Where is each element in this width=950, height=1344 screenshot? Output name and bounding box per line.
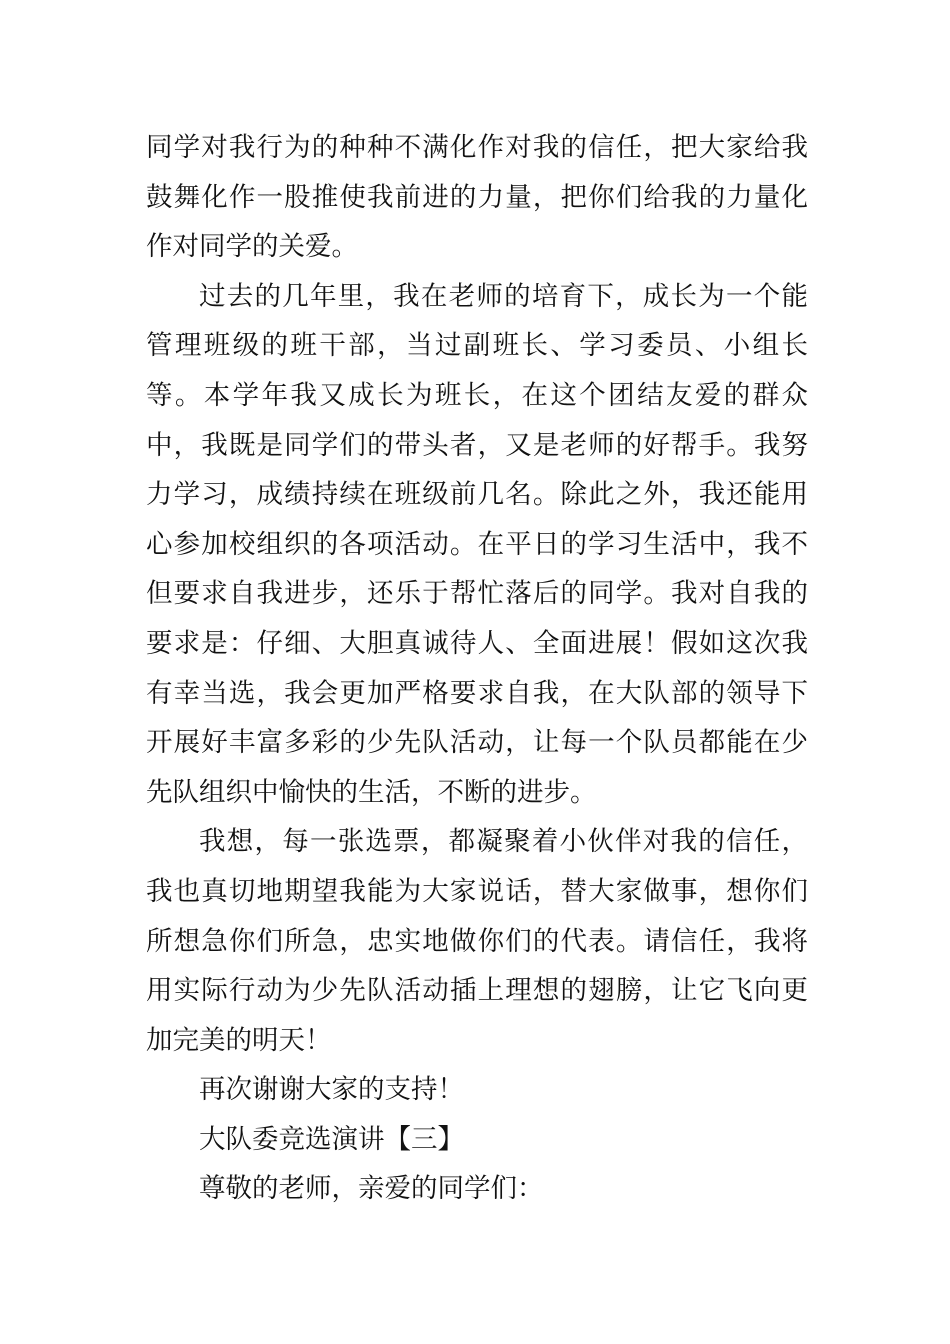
paragraph-continuation: 同学对我行为的种种不满化作对我的信任，把大家给我鼓舞化作一股推使我前进的力量，把你们给我的力量化作对同学的关爱。 <box>146 132 808 263</box>
salutation: 尊敬的老师，亲爱的同学们： <box>199 1173 544 1205</box>
paragraph-thanks: 再次谢谢大家的支持！ <box>199 1074 464 1106</box>
document-body <box>146 123 808 1214</box>
paragraph-experience: 过去的几年里，我在老师的培育下，成长为一个能管理班级的班干部，当过副班长、学习委员、小组长等。本学年我又成长为班长，在这个团结友爱的群众中，我既是同学们的带头者，又是老师的好帮手。我努力学习，成绩持续在班级前几名。除此之外，我还能用心参加校组织的各项活动。在平日的学习生活中，我不但要求自我进步，还乐于帮忙落后的同学。我对自我的要求是：仔细、大胆真诚待人、全面进展！假如这次我有幸当选，我会更加严格要求自我，在大队部的领导下开展好丰富多彩的少先队活动，让每一个队员都能在少先队组织中愉快的生活，不断的进步。 <box>146 280 808 808</box>
section-heading: 大队委竞选演讲【三】 <box>199 1123 464 1155</box>
paragraph-commitment: 我想，每一张选票，都凝聚着小伙伴对我的信任，我也真切地期望我能为大家说话，替大家做事，想你们所想急你们所急，忠实地做你们的代表。请信任，我将用实际行动为少先队活动插上理想的翅膀，让它飞向更加完美的明天！ <box>146 826 808 1056</box>
